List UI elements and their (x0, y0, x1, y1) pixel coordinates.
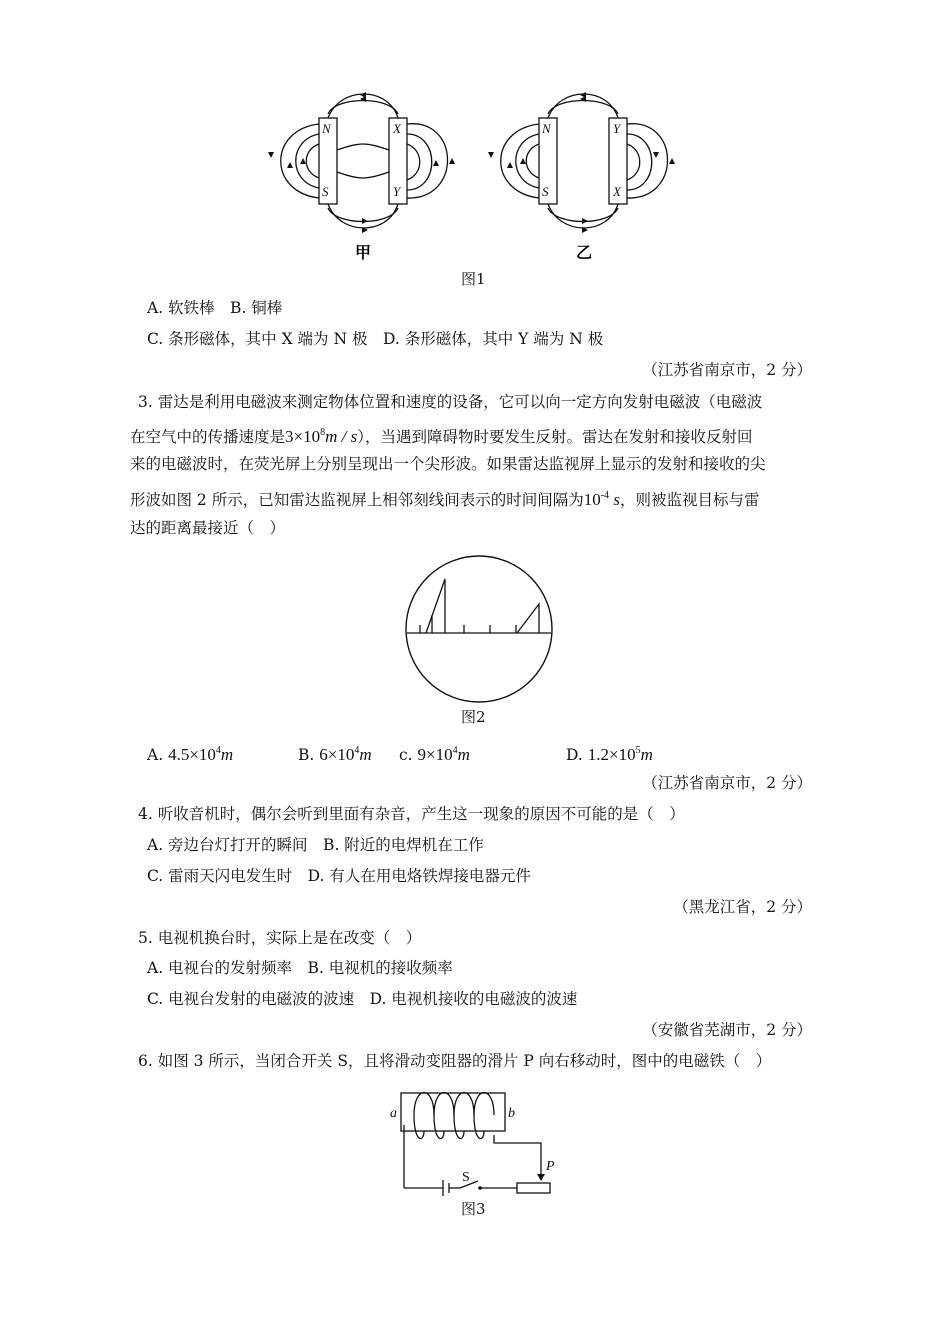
figure-1-caption: 图1 (461, 270, 486, 288)
switch-s-label: S (462, 1170, 470, 1185)
q3-option-a: A. $4.5\times 10^4m$ (147, 745, 234, 764)
pole-label: N (322, 121, 331, 136)
figure-2-caption: 图2 (461, 708, 486, 726)
q2-source: （江苏省南京市，2 分） (642, 361, 812, 379)
q3-stem-line-2: 在空气中的传播速度是$3\times 10^8m / s$），当遇到障碍物时要发生反射。雷达在发射和接收反射回 (130, 427, 753, 446)
q5-stem: 5. 电视机换台时，实际上是在改变（ ） (138, 929, 422, 947)
q2-option-line-1: A. 软铁棒 B. 铜棒 (147, 299, 283, 317)
q5-source: （安徽省芜湖市，2 分） (642, 1021, 812, 1039)
figure-1-label-jia: 甲 (355, 243, 372, 262)
pole-label: X (393, 121, 401, 136)
q3-source: （江苏省南京市，2 分） (642, 774, 812, 792)
q5-option-line-1: A. 电视台的发射频率 B. 电视机的接收频率 (147, 959, 453, 977)
figure-3-caption: 图3 (461, 1200, 486, 1218)
q2-option-line-2: C. 条形磁体，其中 X 端为 N 极 D. 条形磁体，其中 Y 端为 N 极 (147, 330, 604, 348)
pole-label: S (322, 184, 329, 199)
coil-end-a-label: a (390, 1106, 397, 1121)
pole-label: N (542, 121, 551, 136)
q6-stem: 6. 如图 3 所示，当闭合开关 S，且将滑动变阻器的滑片 P 向右移动时，图中的电磁铁（ ） (138, 1052, 772, 1070)
pole-label: Y (393, 184, 401, 199)
q4-option-line-1: A. 旁边台灯打开的瞬间 B. 附近的电焊机在工作 (147, 836, 484, 854)
interval-formula: $10^{-4}$ s (583, 490, 620, 509)
q4-option-line-2: C. 雷雨天闪电发生时 D. 有人在用电烙铁焊接电器元件 (147, 867, 531, 885)
coil-end-b-label: b (508, 1106, 515, 1121)
pole-label: S (542, 184, 549, 199)
figure-2-radar-screen (0, 555, 950, 715)
figure-1-label-yi: 乙 (576, 243, 593, 262)
figure-1-magnetic-fields (0, 0, 950, 270)
slider-p-label: P (546, 1159, 555, 1174)
pole-label: X (613, 184, 621, 199)
speed-formula: $3\times 10^8m / s$ (285, 427, 358, 446)
q4-stem: 4. 听收音机时，偶尔会听到里面有杂音，产生这一现象的原因不可能的是（ ） (138, 805, 685, 823)
q5-option-line-2: C. 电视台发射的电磁波的波速 D. 电视机接收的电磁波的波速 (147, 990, 578, 1008)
q3-stem-line-3: 来的电磁波时，在荧光屏上分别呈现出一个尖形波。如果雷达监视屏上显示的发射和接收的尖 (130, 455, 766, 473)
q3-option-b: B. $6\times 10^4m$ (298, 745, 372, 764)
q4-source: （黑龙江省，2 分） (673, 898, 812, 916)
q3-option-c: c. $9\times 10^4m$ (399, 745, 470, 764)
figure-3-circuit (0, 1085, 950, 1215)
q3-option-d: D. $1.2\times 10^5m$ (566, 745, 653, 764)
q3-stem-line-5: 达的距离最接近（ ） (130, 519, 286, 537)
q3-stem-line-4: 形波如图 2 所示，已知雷达监视屏上相邻刻线间表示的时间间隔为$10^{-4}$ s，则被监视目标与雷 (130, 490, 760, 509)
q3-stem-line-1: 3. 雷达是利用电磁波来测定物体位置和速度的设备，它可以向一定方向发射电磁波（电磁波 (138, 393, 763, 411)
pole-label: Y (613, 121, 621, 136)
